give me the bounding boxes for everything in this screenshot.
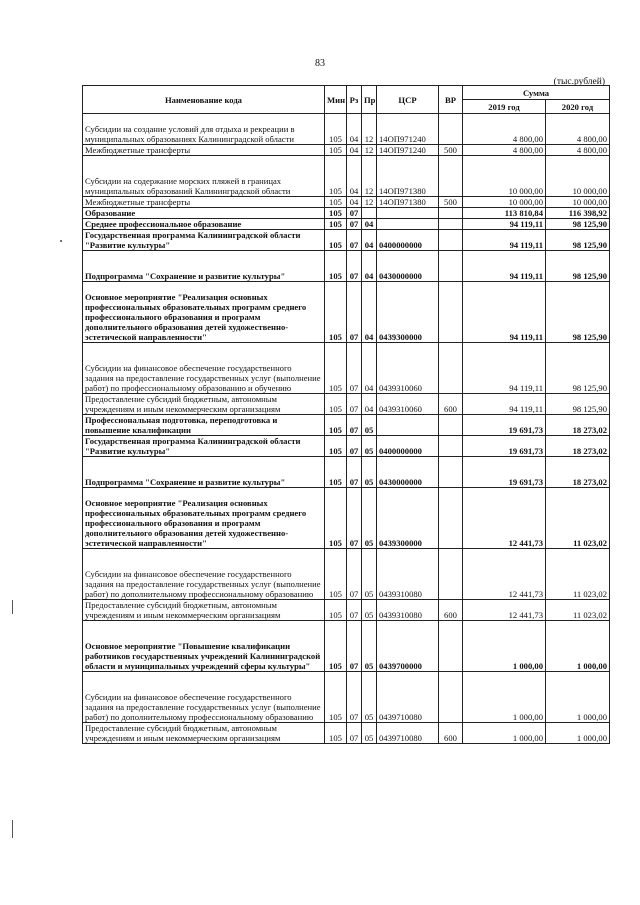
cell-y2019: 94 119,11 [463, 282, 546, 343]
cell-pr: 05 [362, 436, 377, 457]
cell-csr: 0439310080 [377, 549, 439, 600]
cell-csr: 14ОП971240 [377, 114, 439, 145]
cell-min: 105 [325, 145, 347, 156]
cell-vr: 500 [439, 145, 463, 156]
cell-pr: 05 [362, 723, 377, 744]
cell-y2019: 4 800,00 [463, 114, 546, 145]
cell-rz: 07 [347, 282, 362, 343]
cell-rz: 04 [347, 156, 362, 197]
cell-csr: 0439300000 [377, 488, 439, 549]
cell-csr: 0439310060 [377, 343, 439, 394]
cell-vr [439, 457, 463, 488]
cell-y2019: 94 119,11 [463, 219, 546, 230]
cell-min: 105 [325, 415, 347, 436]
cell-name: Субсидии на содержание морских пляжей в границах муниципальных образований Калининградской области [83, 156, 325, 197]
table-row [83, 251, 610, 282]
cell-y2020: 18 273,02 [546, 457, 610, 488]
header-min: Мин [325, 86, 347, 114]
cell-rz: 07 [347, 415, 362, 436]
cell-y2019: 19 691,73 [463, 415, 546, 436]
cell-pr [362, 208, 377, 219]
cell-y2020: 11 023,02 [546, 600, 610, 621]
scan-speck [60, 240, 62, 242]
cell-vr [439, 156, 463, 197]
cell-name: Среднее профессиональное образование [83, 219, 325, 230]
cell-min: 105 [325, 219, 347, 230]
cell-name: Государственная программа Калининградской области "Развитие культуры" [83, 230, 325, 251]
table-row [83, 723, 610, 744]
cell-vr [439, 549, 463, 600]
cell-pr: 12 [362, 156, 377, 197]
cell-rz: 07 [347, 436, 362, 457]
cell-y2019: 10 000,00 [463, 156, 546, 197]
cell-y2020: 98 125,90 [546, 394, 610, 415]
cell-y2019: 12 441,73 [463, 600, 546, 621]
cell-pr: 05 [362, 600, 377, 621]
cell-rz: 07 [347, 621, 362, 672]
table-row [83, 145, 610, 156]
cell-name: Субсидии на финансовое обеспечение государственного задания на предоставление государственных услуг (выполнение работ) по дополнительному профессиональному образованию [83, 549, 325, 600]
cell-min: 105 [325, 282, 347, 343]
cell-y2019: 19 691,73 [463, 436, 546, 457]
cell-vr: 500 [439, 197, 463, 208]
cell-rz: 04 [347, 114, 362, 145]
table-row [83, 156, 610, 197]
cell-rz: 07 [347, 549, 362, 600]
cell-name: Подпрограмма "Сохранение и развитие культуры" [83, 251, 325, 282]
cell-pr: 05 [362, 488, 377, 549]
cell-pr: 05 [362, 457, 377, 488]
cell-min: 105 [325, 457, 347, 488]
cell-y2020: 18 273,02 [546, 415, 610, 436]
cell-y2020: 11 023,02 [546, 549, 610, 600]
table-row [83, 457, 610, 488]
cell-vr [439, 621, 463, 672]
cell-rz: 07 [347, 488, 362, 549]
table-row [83, 415, 610, 436]
cell-pr: 05 [362, 621, 377, 672]
header-vr: ВР [439, 86, 463, 114]
cell-y2020: 98 125,90 [546, 230, 610, 251]
cell-pr: 05 [362, 672, 377, 723]
cell-y2019: 12 441,73 [463, 488, 546, 549]
cell-vr [439, 282, 463, 343]
cell-csr: 0439710080 [377, 723, 439, 744]
cell-min: 105 [325, 230, 347, 251]
cell-vr [439, 208, 463, 219]
cell-rz: 07 [347, 672, 362, 723]
header-pr: Пр [362, 86, 377, 114]
cell-name: Субсидии на создание условий для отдыха и рекреации в муниципальных образованиях Калининградской области [83, 114, 325, 145]
cell-y2020: 98 125,90 [546, 343, 610, 394]
cell-pr: 05 [362, 415, 377, 436]
cell-name: Субсидии на финансовое обеспечение государственного задания на предоставление государственных услуг (выполнение работ) по профессиональному образованию и обучению [83, 343, 325, 394]
cell-name: Подпрограмма "Сохранение и развитие культуры" [83, 457, 325, 488]
cell-csr: 14ОП971380 [377, 197, 439, 208]
cell-csr: 14ОП971380 [377, 156, 439, 197]
cell-min: 105 [325, 600, 347, 621]
scan-margin-mark [12, 600, 13, 614]
cell-min: 105 [325, 394, 347, 415]
cell-min: 105 [325, 114, 347, 145]
cell-pr: 12 [362, 145, 377, 156]
cell-rz: 07 [347, 230, 362, 251]
cell-name: Основное мероприятие "Повышение квалификации работников государственных учреждений Калининградской области и муниципальных учреждений сферы культуры" [83, 621, 325, 672]
cell-csr [377, 219, 439, 230]
cell-y2020: 11 023,02 [546, 488, 610, 549]
cell-pr: 04 [362, 230, 377, 251]
table-row [83, 621, 610, 672]
cell-pr: 04 [362, 251, 377, 282]
header-sum: Сумма [463, 86, 610, 100]
cell-y2020: 10 000,00 [546, 156, 610, 197]
cell-name: Основное мероприятие "Реализация основных профессиональных образовательных программ среднего профессионального образования и программ дополнительного образования детей художественно-эстетической направленности" [83, 282, 325, 343]
cell-vr [439, 343, 463, 394]
table-row [83, 114, 610, 145]
cell-csr: 0439710080 [377, 672, 439, 723]
cell-y2020: 98 125,90 [546, 219, 610, 230]
cell-name: Основное мероприятие "Реализация основных профессиональных образовательных программ среднего профессионального образования и программ дополнительного образования детей художественно-эстетической направленности" [83, 488, 325, 549]
cell-name: Межбюджетные трансферты [83, 197, 325, 208]
cell-min: 105 [325, 208, 347, 219]
table-row [83, 488, 610, 549]
cell-pr: 12 [362, 197, 377, 208]
cell-csr: 0439310060 [377, 394, 439, 415]
cell-pr: 04 [362, 343, 377, 394]
cell-vr [439, 219, 463, 230]
header-year-2019: 2019 год [463, 100, 546, 114]
cell-name: Предоставление субсидий бюджетным, автономным учреждениям и иным некоммерческим организациям [83, 394, 325, 415]
cell-pr: 04 [362, 282, 377, 343]
cell-y2020: 4 800,00 [546, 145, 610, 156]
cell-vr: 600 [439, 723, 463, 744]
cell-y2019: 94 119,11 [463, 230, 546, 251]
table-row [83, 394, 610, 415]
cell-csr: 0400000000 [377, 436, 439, 457]
cell-vr: 600 [439, 394, 463, 415]
cell-rz: 07 [347, 723, 362, 744]
cell-rz: 04 [347, 197, 362, 208]
cell-csr: 0439700000 [377, 621, 439, 672]
cell-y2020: 10 000,00 [546, 197, 610, 208]
cell-name: Государственная программа Калининградской области "Развитие культуры" [83, 436, 325, 457]
cell-rz: 07 [347, 457, 362, 488]
table-row [83, 549, 610, 600]
budget-table [82, 85, 610, 744]
table-row [83, 343, 610, 394]
cell-name: Профессиональная подготовка, переподготовка и повышение квалификации [83, 415, 325, 436]
cell-y2019: 4 800,00 [463, 145, 546, 156]
cell-min: 105 [325, 436, 347, 457]
cell-min: 105 [325, 156, 347, 197]
cell-pr: 04 [362, 394, 377, 415]
cell-name: Субсидии на финансовое обеспечение государственного задания на предоставление государственных услуг (выполнение работ) по дополнительному профессиональному образованию [83, 672, 325, 723]
table-row [83, 219, 610, 230]
cell-y2019: 1 000,00 [463, 723, 546, 744]
cell-y2019: 10 000,00 [463, 197, 546, 208]
cell-name: Образование [83, 208, 325, 219]
cell-vr [439, 672, 463, 723]
table-row [83, 282, 610, 343]
cell-name: Предоставление субсидий бюджетным, автономным учреждениям и иным некоммерческим организациям [83, 600, 325, 621]
table-row [83, 672, 610, 723]
cell-y2019: 113 810,84 [463, 208, 546, 219]
cell-pr: 12 [362, 114, 377, 145]
cell-y2020: 1 000,00 [546, 672, 610, 723]
cell-y2019: 94 119,11 [463, 343, 546, 394]
cell-name: Предоставление субсидий бюджетным, автономным учреждениям и иным некоммерческим организациям [83, 723, 325, 744]
cell-rz: 07 [347, 219, 362, 230]
cell-vr [439, 114, 463, 145]
cell-min: 105 [325, 549, 347, 600]
header-name: Наименование кода [83, 86, 325, 114]
cell-csr: 0400000000 [377, 230, 439, 251]
cell-rz: 07 [347, 600, 362, 621]
cell-y2019: 94 119,11 [463, 251, 546, 282]
cell-min: 105 [325, 723, 347, 744]
cell-rz: 07 [347, 343, 362, 394]
scan-margin-mark [12, 820, 13, 838]
table-row [83, 208, 610, 219]
cell-vr [439, 488, 463, 549]
header-year-2020: 2020 год [546, 100, 610, 114]
cell-min: 105 [325, 197, 347, 208]
table-row [83, 197, 610, 208]
cell-y2020: 116 398,92 [546, 208, 610, 219]
cell-rz: 07 [347, 251, 362, 282]
page-number: 83 [315, 58, 325, 69]
cell-min: 105 [325, 343, 347, 394]
cell-y2020: 18 273,02 [546, 436, 610, 457]
cell-rz: 07 [347, 394, 362, 415]
cell-rz: 04 [347, 145, 362, 156]
cell-min: 105 [325, 251, 347, 282]
cell-vr [439, 436, 463, 457]
cell-y2020: 1 000,00 [546, 723, 610, 744]
cell-y2019: 12 441,73 [463, 549, 546, 600]
cell-y2019: 1 000,00 [463, 621, 546, 672]
cell-csr: 14ОП971240 [377, 145, 439, 156]
cell-y2019: 19 691,73 [463, 457, 546, 488]
header-csr: ЦСР [377, 86, 439, 114]
cell-csr: 0430000000 [377, 251, 439, 282]
cell-y2020: 98 125,90 [546, 251, 610, 282]
cell-y2020: 4 800,00 [546, 114, 610, 145]
cell-min: 105 [325, 488, 347, 549]
cell-y2020: 98 125,90 [546, 282, 610, 343]
cell-y2019: 94 119,11 [463, 394, 546, 415]
cell-rz: 07 [347, 208, 362, 219]
cell-y2019: 1 000,00 [463, 672, 546, 723]
table-row [83, 600, 610, 621]
cell-pr: 05 [362, 549, 377, 600]
table-row [83, 436, 610, 457]
units-label: (тыс.рублей) [553, 77, 605, 87]
cell-vr [439, 230, 463, 251]
cell-vr [439, 251, 463, 282]
cell-csr [377, 415, 439, 436]
cell-min: 105 [325, 621, 347, 672]
cell-name: Межбюджетные трансферты [83, 145, 325, 156]
table-row [83, 230, 610, 251]
header-rz: Рз [347, 86, 362, 114]
cell-vr: 600 [439, 600, 463, 621]
cell-vr [439, 415, 463, 436]
cell-csr [377, 208, 439, 219]
cell-min: 105 [325, 672, 347, 723]
cell-y2020: 1 000,00 [546, 621, 610, 672]
cell-pr: 04 [362, 219, 377, 230]
cell-csr: 0439300000 [377, 282, 439, 343]
cell-csr: 0430000000 [377, 457, 439, 488]
cell-csr: 0439310080 [377, 600, 439, 621]
